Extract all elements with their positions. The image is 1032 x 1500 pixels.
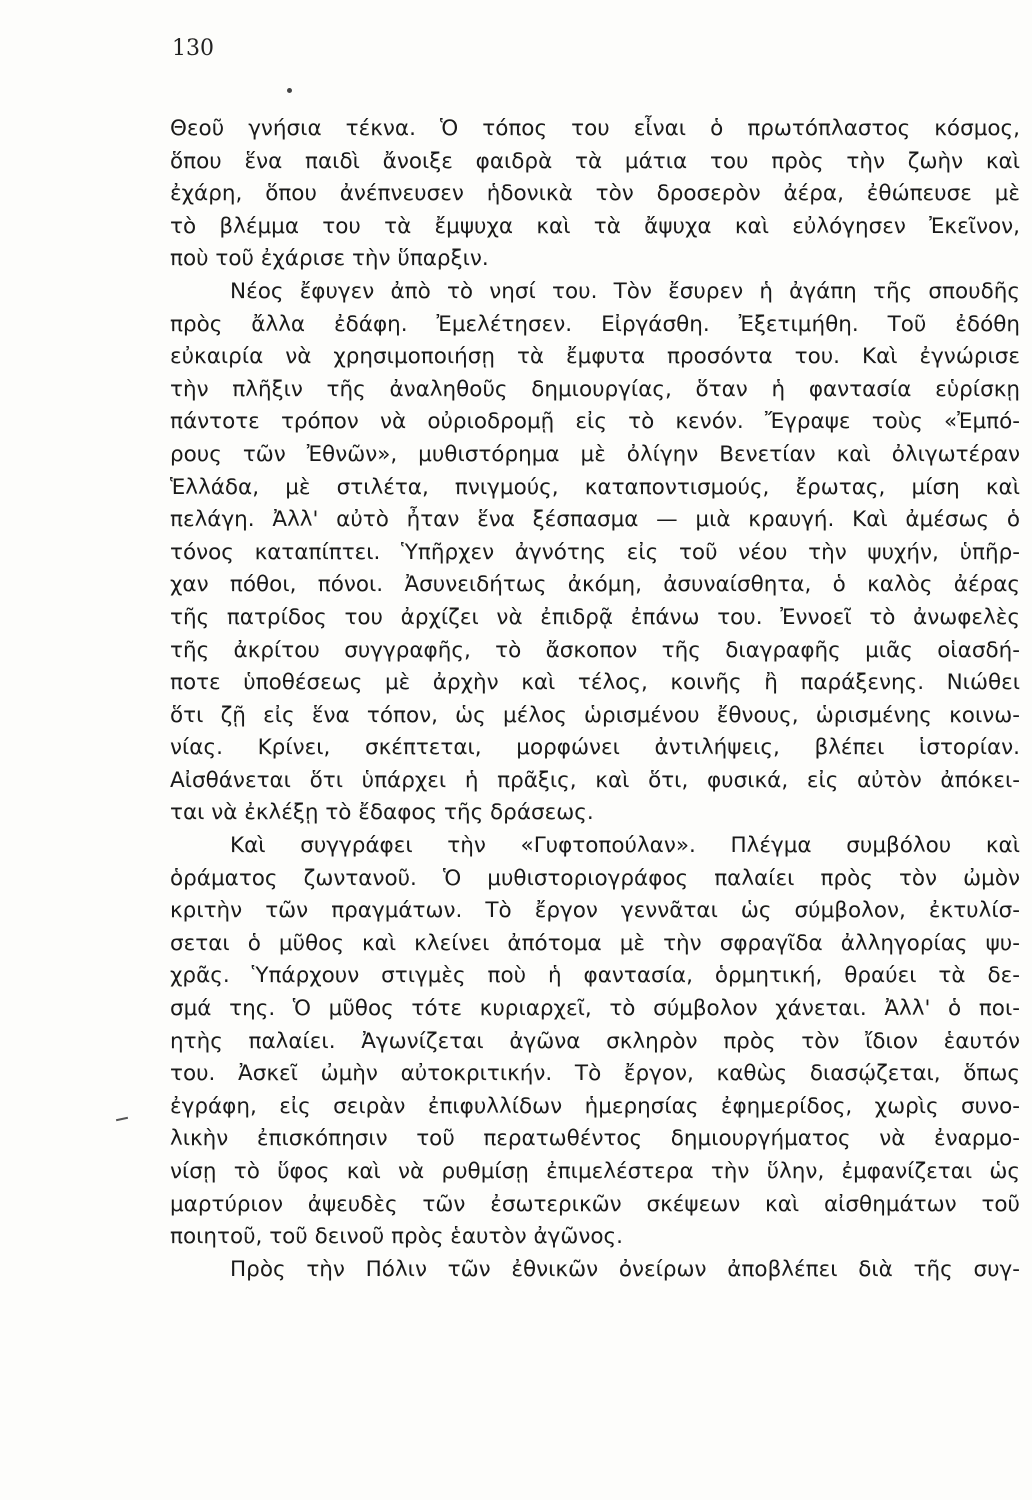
margin-mark xyxy=(116,1117,128,1121)
text-line: πρὸς ἄλλα ἐδάφη. Ἐμελέτησεν. Εἰργάσθη. Ἐξετιμήθη. Τοῦ ἐδόθη xyxy=(170,311,1020,337)
text-line: Καὶ συγγράφει τὴν «Γυφτοπούλαν». Πλέγμα συμβόλου καὶ xyxy=(230,833,1020,859)
text-line: πάντοτε τρόπον νὰ οὐριοδρομῇ εἰς τὸ κενόν. Ἔγραψε τοὺς «Ἐμπό- xyxy=(170,409,1020,435)
text-line: τόνος καταπίπτει. Ὑπῆρχεν ἀγνότης εἰς τοῦ νέου τὴν ψυχήν, ὑπῆρ- xyxy=(170,539,1020,565)
text-line: νίσῃ τὸ ὕφος καὶ νὰ ρυθμίσῃ ἐπιμελέστερα τὴν ὕλην, ἐμφανίζεται ὡς xyxy=(170,1159,1020,1184)
text-line: τὸ βλέμμα του τὰ ἔμψυχα καὶ τὰ ἄψυχα καὶ εὐλόγησεν Ἐκεῖνον, xyxy=(170,213,1020,239)
text-line: πελάγη. Ἀλλ' αὐτὸ ἦταν ἕνα ξέσπασμα — μιὰ κραυγή. Καὶ ἀμέσως ὁ xyxy=(170,507,1020,533)
page-number: 130 xyxy=(172,36,214,61)
text-line: ὁράματος ζωντανοῦ. Ὁ μυθιστοριογράφος παλαίει πρὸς τὸν ὠμὸν xyxy=(170,865,1020,891)
text-line: του. Ἀσκεῖ ὠμὴν αὐτοκριτικήν. Τὸ ἔργον, καθὼς διασῴζεται, ὅπως xyxy=(170,1061,1020,1087)
text-line: Νέος ἔφυγεν ἀπὸ τὸ νησί του. Τὸν ἔσυρεν ἡ ἀγάπη τῆς σπουδῆς xyxy=(230,278,1020,304)
text-line: ται νὰ ἐκλέξῃ τὸ ἔδαφος τῆς δράσεως. xyxy=(170,800,594,826)
text-line: ἐχάρη, ὅπου ἀνέπνευσεν ἡδονικὰ τὸν δροσερὸν ἀέρα, ἐθώπευσε μὲ xyxy=(170,181,1020,207)
text-line: χαν πόθοι, πόνοι. Ἀσυνειδήτως ἀκόμη, ἀσυναίσθητα, ὁ καλὸς ἀέρας xyxy=(170,572,1020,598)
text-line: εὐκαιρία νὰ χρησιμοποιήσῃ τὰ ἔμφυτα προσόντα του. Καὶ ἐγνώρισε xyxy=(170,344,1020,370)
body-text xyxy=(170,113,1020,1286)
text-line: σεται ὁ μῦθος καὶ κλείνει ἀπότομα μὲ τὴν σφραγῖδα ἀλληγορίας ψυ- xyxy=(170,930,1020,956)
text-line: μαρτύριον ἀψευδὲς τῶν ἐσωτερικῶν σκέψεων καὶ αἰσθημάτων τοῦ xyxy=(170,1191,1020,1217)
text-line: νίας. Κρίνει, σκέπτεται, μορφώνει ἀντιλήψεις, βλέπει ἱστορίαν. xyxy=(170,735,1020,761)
text-line: ποτε ὑποθέσεως μὲ ἀρχὴν καὶ τέλος, κοινῆς ἢ παράξενης. Νιώθει xyxy=(170,670,1020,696)
text-line: ητὴς παλαίει. Ἀγωνίζεται ἀγῶνα σκληρὸν πρὸς τὸν ἴδιον ἑαυτόν xyxy=(170,1028,1020,1054)
text-line: Ἑλλάδα, μὲ στιλέτα, πνιγμούς, καταποντισμούς, ἔρωτας, μίση καὶ xyxy=(170,474,1020,500)
text-line: Πρὸς τὴν Πόλιν τῶν ἐθνικῶν ὀνείρων ἀποβλέπει διὰ τῆς συγ- xyxy=(230,1256,1020,1282)
text-line: χρᾶς. Ὑπάρχουν στιγμὲς ποὺ ἡ φαντασία, ὁρμητική, θραύει τὰ δε- xyxy=(170,963,1020,989)
text-line: Αἰσθάνεται ὅτι ὑπάρχει ἡ πρᾶξις, καὶ ὅτι, φυσικά, εἰς αὐτὸν ἀπόκει- xyxy=(170,767,1020,793)
text-line: τῆς πατρίδος του ἀρχίζει νὰ ἐπιδρᾷ ἐπάνω του. Ἐννοεῖ τὸ ἀνωφελὲς xyxy=(170,604,1020,630)
text-line: λικὴν ἐπισκόπησιν τοῦ περατωθέντος δημιουργήματος νὰ ἐναρμο- xyxy=(170,1126,1020,1152)
text-line: σμά της. Ὁ μῦθος τότε κυριαρχεῖ, τὸ σύμβολον χάνεται. Ἀλλ' ὁ ποι- xyxy=(170,996,1020,1022)
text-line: ὅτι ζῇ εἰς ἕνα τόπον, ὡς μέλος ὡρισμένου ἔθνους, ὡρισμένης κοινω- xyxy=(170,702,1020,728)
text-line: τὴν πλῆξιν τῆς ἀναληθοῦς δημιουργίας, ὅταν ἡ φαντασία εὑρίσκῃ xyxy=(170,376,1020,402)
ink-speck xyxy=(287,88,292,93)
text-line: ὅπου ἕνα παιδὶ ἄνοιξε φαιδρὰ τὰ μάτια του πρὸς τὴν ζωὴν καὶ xyxy=(170,148,1020,174)
text-line: ποὺ τοῦ ἐχάρισε τὴν ὕπαρξιν. xyxy=(170,246,489,272)
text-line: τῆς ἀκρίτου συγγραφῆς, τὸ ἄσκοπον τῆς διαγραφῆς μιᾶς οἱασδή- xyxy=(170,637,1020,663)
text-line: κριτὴν τῶν πραγμάτων. Τὸ ἔργον γεννᾶται ὡς σύμβολον, ἐκτυλίσ- xyxy=(170,898,1020,924)
text-line: Θεοῦ γνήσια τέκνα. Ὁ τόπος του εἶναι ὁ πρωτόπλαστος κόσμος, xyxy=(170,116,1020,141)
text-line: ποιητοῦ, τοῦ δεινοῦ πρὸς ἑαυτὸν ἀγῶνος. xyxy=(170,1224,623,1250)
text-line: ἐγράφη, εἰς σειρὰν ἐπιφυλλίδων ἡμερησίας ἐφημερίδος, χωρὶς συνο- xyxy=(170,1093,1020,1119)
text-line: ρους τῶν Ἐθνῶν», μυθιστόρημα μὲ ὀλίγην Βενετίαν καὶ ὀλιγωτέραν xyxy=(170,441,1020,467)
